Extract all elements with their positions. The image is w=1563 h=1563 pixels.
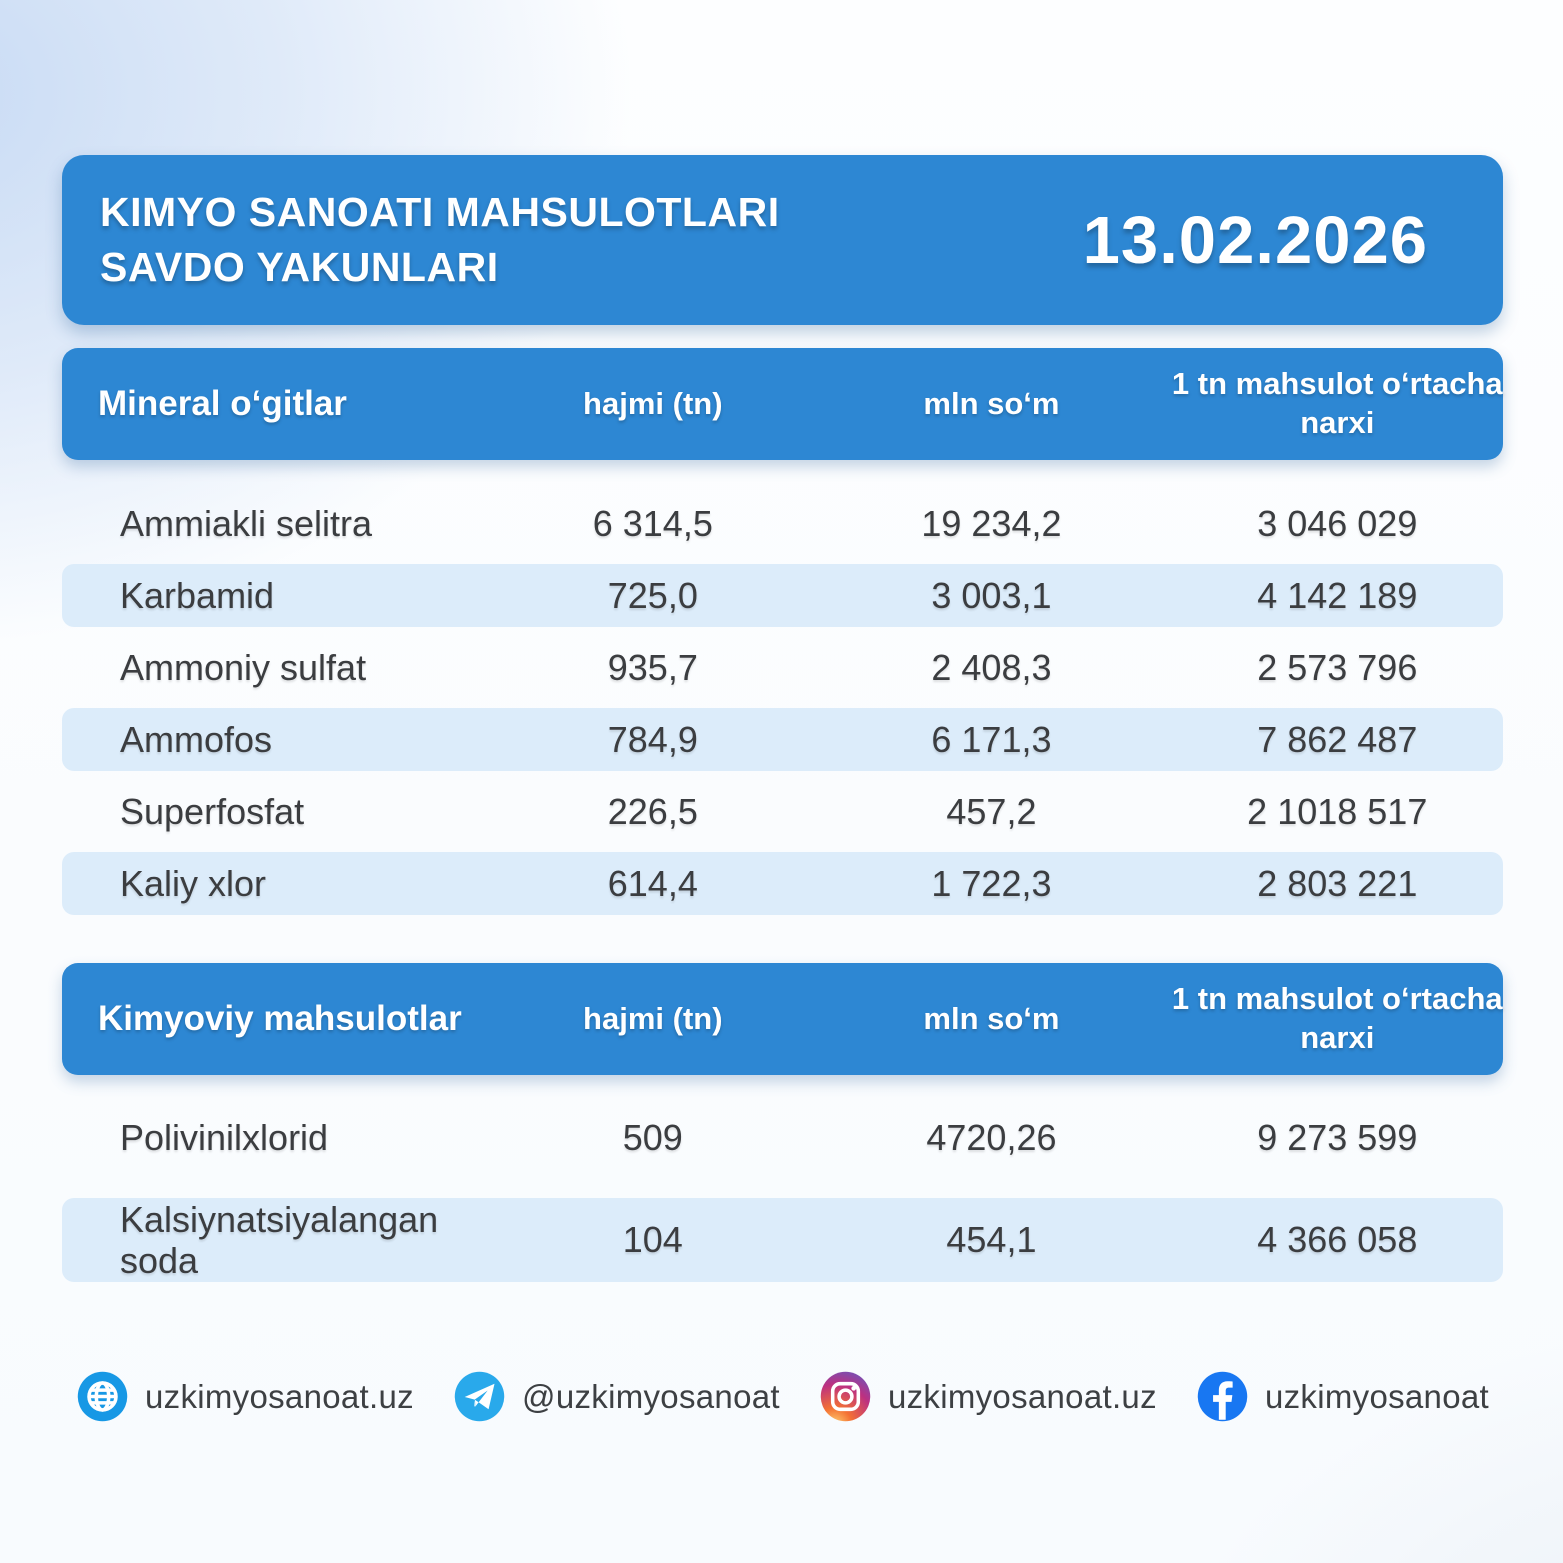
table-row — [62, 564, 1503, 627]
product-name: Ammiakli selitra — [120, 502, 373, 544]
table-row — [62, 492, 1503, 555]
product-avg-price: 7 862 487 — [1257, 718, 1418, 760]
column-header-mln-som: mln soʻm — [923, 385, 1060, 421]
table-row — [62, 1105, 1503, 1171]
header-card — [62, 155, 1503, 325]
product-volume: 784,9 — [607, 718, 698, 760]
page-title-line2: SAVDO YAKUNLARI — [100, 244, 499, 290]
product-volume: 104 — [622, 1219, 683, 1260]
page-title-line1: KIMYO SANOATI MAHSULOTLARI — [100, 189, 780, 236]
product-amount: 454,1 — [946, 1219, 1037, 1260]
table-mineral-body — [62, 492, 1503, 915]
table-mineral-fertilizers — [62, 348, 1503, 924]
product-amount: 3 003,1 — [931, 574, 1052, 616]
footer-social-bar — [62, 1370, 1503, 1423]
table-row — [62, 636, 1503, 699]
website-handle: uzkimyosanoat.uz — [145, 1377, 414, 1415]
column-header-mln-som: mln soʻm — [923, 1000, 1060, 1036]
column-header-avg-price: 1 tn mahsulot oʻrtacha narxi — [1171, 981, 1503, 1055]
product-avg-price: 3 046 029 — [1257, 502, 1418, 544]
column-header-mineral-title: Mineral oʻgitlar — [98, 384, 347, 424]
product-avg-price: 9 273 599 — [1257, 1117, 1418, 1158]
table-chemical-body — [62, 1105, 1503, 1282]
instagram-icon — [819, 1370, 872, 1423]
column-header-avg-price: 1 tn mahsulot oʻrtacha narxi — [1171, 366, 1503, 440]
product-volume: 226,5 — [607, 790, 698, 832]
product-volume: 614,4 — [607, 862, 698, 904]
product-volume: 509 — [622, 1117, 683, 1158]
product-name: Kalsiynatsiyalangan soda — [120, 1198, 439, 1281]
instagram-link[interactable] — [819, 1370, 1157, 1423]
product-amount: 2 408,3 — [931, 646, 1052, 688]
telegram-handle: @uzkimyosanoat — [522, 1377, 780, 1415]
product-volume: 935,7 — [607, 646, 698, 688]
telegram-link[interactable] — [453, 1370, 780, 1423]
product-volume: 6 314,5 — [592, 502, 713, 544]
product-amount: 4720,26 — [926, 1117, 1057, 1158]
website-link[interactable] — [76, 1370, 414, 1423]
product-name: Polivinilxlorid — [120, 1117, 329, 1159]
table-mineral-header-row — [62, 348, 1503, 460]
column-header-hajmi: hajmi (tn) — [583, 1000, 723, 1036]
product-avg-price: 4 366 058 — [1257, 1219, 1418, 1260]
product-name: Ammoniy sulfat — [120, 646, 367, 688]
column-header-chemical-title: Kimyoviy mahsulotlar — [98, 999, 462, 1039]
product-amount: 19 234,2 — [921, 502, 1062, 544]
report-date: 13.02.2026 — [1082, 202, 1428, 278]
product-amount: 1 722,3 — [931, 862, 1052, 904]
product-amount: 457,2 — [946, 790, 1037, 832]
product-avg-price: 2 803 221 — [1257, 862, 1418, 904]
table-row — [62, 708, 1503, 771]
product-name: Kaliy xlor — [120, 862, 267, 904]
table-row — [62, 852, 1503, 915]
facebook-icon — [1196, 1370, 1249, 1423]
table-chemical-header-row — [62, 963, 1503, 1075]
product-name: Ammofos — [120, 718, 273, 760]
product-avg-price: 2 1018 517 — [1247, 790, 1428, 832]
page-title — [100, 185, 780, 295]
product-avg-price: 2 573 796 — [1257, 646, 1418, 688]
instagram-handle: uzkimyosanoat.uz — [887, 1377, 1157, 1415]
product-volume: 725,0 — [607, 574, 698, 616]
telegram-icon — [453, 1370, 506, 1423]
facebook-link[interactable] — [1196, 1370, 1489, 1423]
facebook-handle: uzkimyosanoat — [1264, 1377, 1489, 1415]
column-header-hajmi: hajmi (tn) — [583, 385, 723, 421]
product-avg-price: 4 142 189 — [1257, 574, 1418, 616]
product-amount: 6 171,3 — [931, 718, 1052, 760]
globe-icon — [76, 1370, 129, 1423]
table-chemical-products — [62, 963, 1503, 1291]
product-name: Karbamid — [120, 574, 275, 616]
table-row — [62, 1198, 1503, 1282]
table-row — [62, 780, 1503, 843]
product-name: Superfosfat — [120, 790, 305, 832]
